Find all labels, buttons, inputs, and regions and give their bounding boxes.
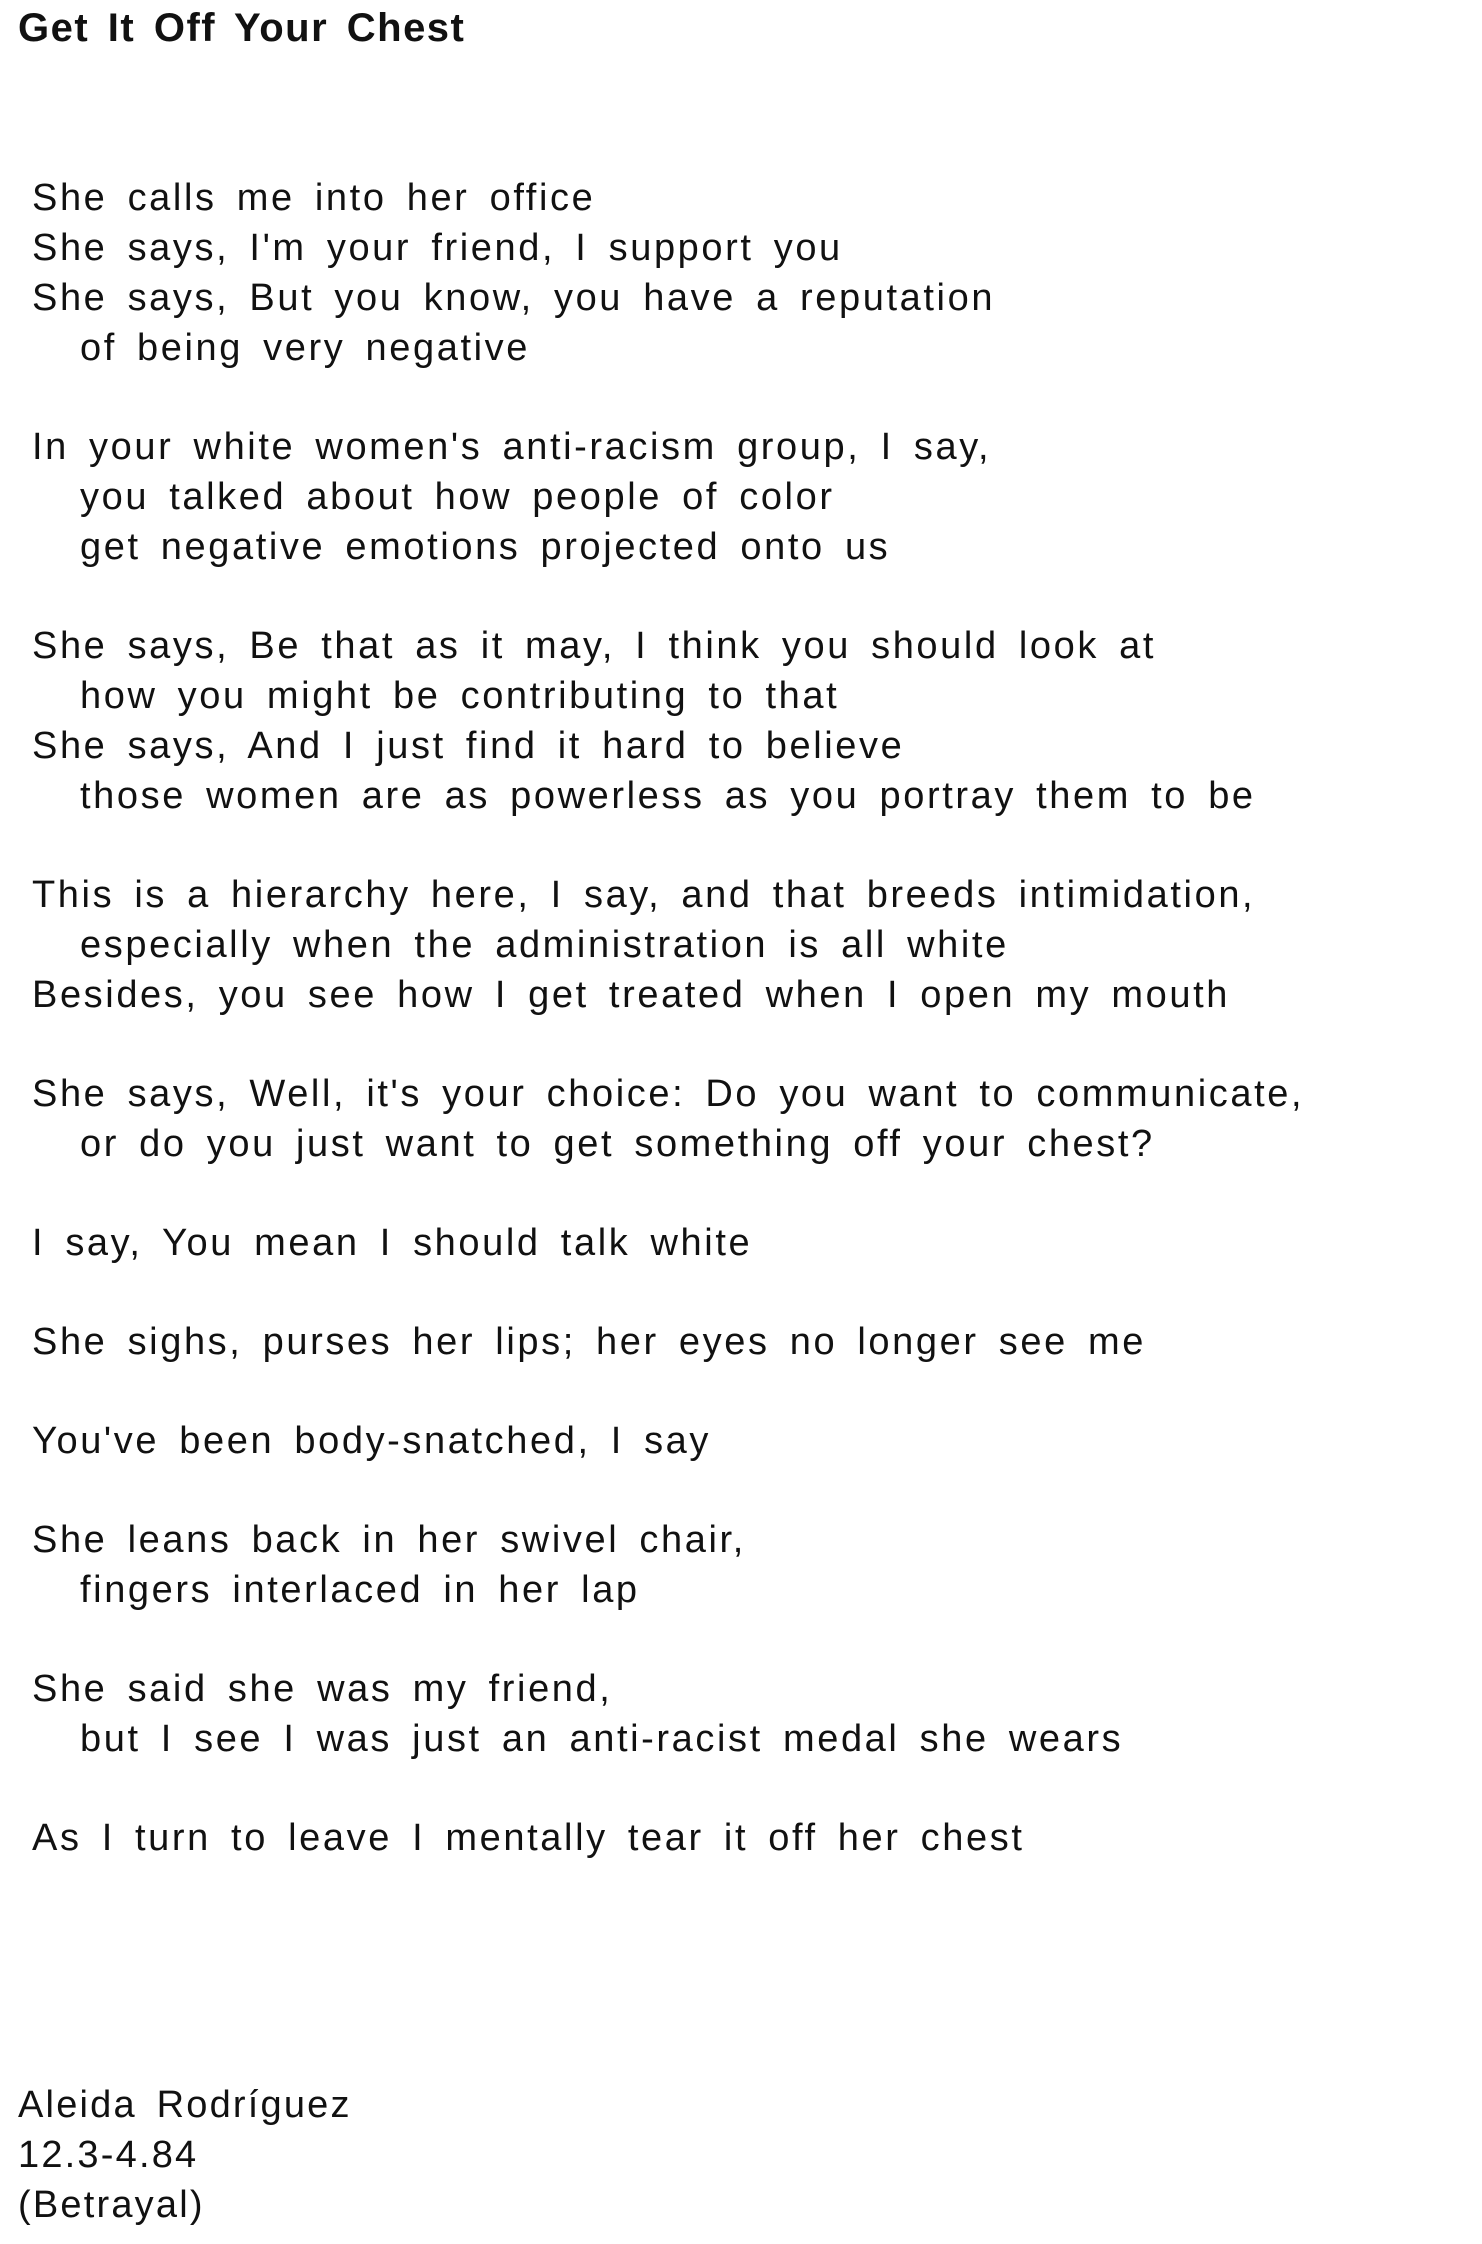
stanza [32, 1069, 1472, 1169]
poem-line: how you might be contributing to that [80, 675, 840, 717]
stanza [32, 1813, 1472, 1863]
stanza [32, 173, 1472, 373]
stanza [32, 1317, 1472, 1367]
poem-line: This is a hierarchy here, I say, and that breeds intimidation, [32, 874, 1256, 916]
poem-title: Get It Off Your Chest [18, 6, 466, 50]
stanza [32, 422, 1472, 572]
poem-line: She says, I'm your friend, I support you [32, 227, 843, 269]
collection-note: (Betrayal) [18, 2184, 205, 2226]
poem-line: She calls me into her office [32, 177, 596, 219]
poem-line: Besides, you see how I get treated when I open my mouth [32, 974, 1231, 1016]
poem-date: 12.3-4.84 [18, 2134, 199, 2176]
poem-line: fingers interlaced in her lap [80, 1569, 640, 1611]
poem-line: She says, But you know, you have a reputation [32, 277, 996, 319]
stanza [32, 1218, 1472, 1268]
poem-line: get negative emotions projected onto us [80, 526, 891, 568]
poem-line: She says, Be that as it may, I think you should look at [32, 625, 1156, 667]
poem-line: especially when the administration is all white [80, 924, 1009, 966]
poem-line: In your white women's anti-racism group, I say, [32, 426, 992, 468]
poem-line: or do you just want to get something off your chest? [80, 1123, 1155, 1165]
poem-line: As I turn to leave I mentally tear it off her chest [32, 1817, 1025, 1859]
stanza [32, 1515, 1472, 1615]
stanza [32, 621, 1472, 821]
poem-line: I say, You mean I should talk white [32, 1222, 753, 1264]
poem-line: She says, Well, it's your choice: Do you want to communicate, [32, 1073, 1305, 1115]
stanza [32, 870, 1472, 1020]
poem-line: You've been body-snatched, I say [32, 1420, 712, 1462]
poem-line: but I see I was just an anti-racist medal she wears [80, 1718, 1124, 1760]
poem-body [32, 173, 1472, 1912]
stanza [32, 1664, 1472, 1764]
poem-line: She says, And I just find it hard to believe [32, 725, 905, 767]
poem-line: those women are as powerless as you portray them to be [80, 775, 1256, 817]
signature-block [18, 2080, 352, 2230]
poem-line: of being very negative [80, 327, 530, 369]
poem-line: She said she was my friend, [32, 1668, 613, 1710]
poem-line: you talked about how people of color [80, 476, 835, 518]
author-name: Aleida Rodríguez [18, 2084, 352, 2126]
poem-line: She leans back in her swivel chair, [32, 1519, 746, 1561]
stanza [32, 1416, 1472, 1466]
poem-line: She sighs, purses her lips; her eyes no longer see me [32, 1321, 1146, 1363]
